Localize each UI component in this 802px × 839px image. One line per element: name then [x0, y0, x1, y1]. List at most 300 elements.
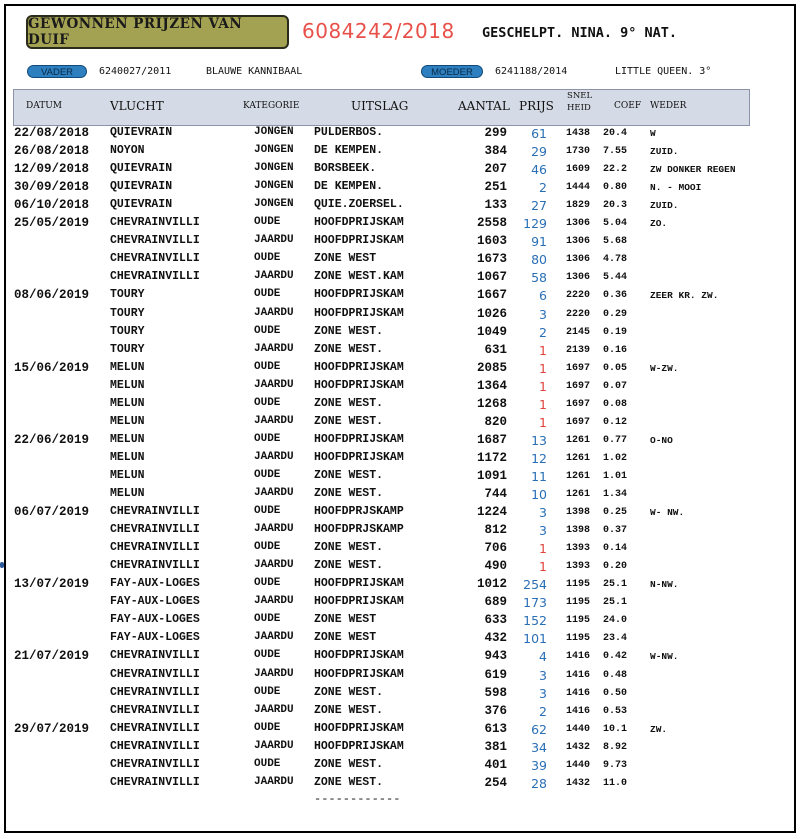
row-speed: 1697	[566, 416, 591, 428]
row-count: 689	[484, 595, 507, 610]
row-count: 133	[484, 198, 507, 213]
row-count: 2085	[476, 360, 507, 375]
row-coef: 0.19	[603, 326, 628, 338]
row-speed: 1306	[566, 272, 591, 284]
row-flight: CHEVRAINVILLI	[110, 541, 200, 555]
row-count: 1012	[476, 577, 507, 592]
row-weather: ZO.	[650, 218, 668, 230]
row-flight: CHEVRAINVILLI	[110, 559, 200, 573]
row-category: JAARDU	[254, 703, 294, 716]
row-prize: 3	[539, 667, 547, 683]
row-prize: 3	[539, 505, 547, 521]
row-prize: 254	[523, 577, 547, 593]
row-result: ZONE WEST.	[314, 396, 384, 410]
row-category: JAARDU	[254, 306, 294, 319]
row-prize: 27	[531, 198, 547, 214]
row-flight: CHEVRAINVILLI	[110, 523, 200, 537]
row-prize: 3	[539, 685, 547, 701]
row-count: 1673	[476, 252, 507, 267]
row-flight: MELUN	[110, 450, 145, 464]
row-result: PULDERBOS.	[314, 126, 384, 139]
row-speed: 1432	[566, 741, 591, 753]
row-count: 1603	[476, 234, 507, 249]
row-prize: 6	[539, 288, 547, 304]
row-prize: 4	[539, 649, 547, 665]
row-coef: 0.20	[603, 561, 628, 573]
row-flight: MELUN	[110, 468, 145, 482]
row-coef: 0.12	[603, 416, 628, 428]
row-category: JONGEN	[254, 126, 294, 138]
row-result: ZONE WEST.	[314, 757, 384, 771]
row-flight: CHEVRAINVILLI	[110, 216, 200, 230]
row-speed: 1306	[566, 254, 591, 266]
row-count: 1172	[476, 450, 507, 465]
row-count: 1067	[476, 270, 507, 285]
row-weather: ZEER KR. ZW.	[650, 290, 719, 302]
col-vlucht: VLUCHT	[110, 99, 164, 113]
row-date: 30/09/2018	[14, 180, 90, 195]
col-snelheid-line1: SNEL	[567, 91, 593, 101]
margin-mark	[0, 562, 4, 568]
row-count: 613	[484, 721, 507, 736]
row-flight: CHEVRAINVILLI	[110, 649, 200, 663]
row-prize: 61	[531, 126, 547, 141]
row-coef: 22.2	[603, 164, 628, 176]
row-prize: 173	[523, 595, 547, 611]
row-flight: QUIEVRAIN	[110, 162, 173, 176]
row-flight: CHEVRAINVILLI	[110, 252, 200, 266]
row-speed: 1195	[566, 597, 591, 609]
row-speed: 2220	[566, 308, 591, 320]
row-flight: MELUN	[110, 432, 145, 446]
moeder-ring: 6241188/2014	[495, 66, 568, 77]
row-category: OUDE	[254, 396, 281, 409]
row-coef: 1.34	[603, 489, 628, 500]
row-speed: 1306	[566, 218, 591, 230]
footer-rule: ------------	[314, 792, 401, 806]
col-aantal: AANTAL	[458, 99, 510, 113]
row-prize: 1	[539, 378, 547, 394]
row-category: OUDE	[254, 721, 281, 734]
row-coef: 23.4	[603, 633, 628, 645]
row-result: HOOFDPRIJSKAM	[314, 739, 404, 753]
row-speed: 1432	[566, 777, 591, 789]
row-flight: CHEVRAINVILLI	[110, 685, 200, 699]
row-date: 06/10/2018	[14, 198, 90, 213]
row-category: OUDE	[254, 324, 281, 337]
row-coef: 0.80	[603, 182, 628, 194]
col-datum: DATUM	[26, 101, 63, 111]
row-speed: 1261	[566, 470, 591, 482]
row-category: JAARDU	[254, 559, 294, 572]
row-count: 1026	[476, 306, 507, 321]
row-coef: 1.01	[603, 470, 628, 482]
row-category: OUDE	[254, 360, 281, 373]
row-prize: 46	[531, 162, 547, 178]
row-speed: 1195	[566, 615, 591, 627]
row-category: OUDE	[254, 577, 281, 590]
row-date: 21/07/2019	[14, 649, 90, 664]
row-speed: 1438	[566, 128, 591, 139]
row-weather: W-NW.	[650, 651, 679, 663]
row-coef: 20.4	[603, 128, 628, 139]
row-speed: 1306	[566, 236, 591, 248]
row-flight: QUIEVRAIN	[110, 126, 173, 139]
row-category: JONGEN	[254, 162, 294, 175]
row-speed: 1440	[566, 759, 591, 771]
row-result: HOOFDPRIJSKAM	[314, 649, 404, 663]
vader-name: BLAUWE KANNIBAAL	[206, 66, 303, 77]
row-category: JAARDU	[254, 631, 294, 644]
row-coef: 0.25	[603, 507, 628, 519]
row-prize: 80	[531, 252, 547, 268]
row-speed: 1697	[566, 398, 591, 410]
row-flight: CHEVRAINVILLI	[110, 270, 200, 284]
pigeon-description: GESCHELPT. NINA. 9° NAT.	[482, 25, 678, 41]
row-flight: TOURY	[110, 324, 145, 338]
row-count: 254	[484, 775, 507, 790]
row-flight: FAY-AUX-LOGES	[110, 595, 200, 609]
row-coef: 5.68	[603, 236, 628, 248]
row-flight: MELUN	[110, 487, 145, 500]
row-flight: CHEVRAINVILLI	[110, 739, 200, 753]
row-speed: 1444	[566, 182, 591, 194]
row-result: BORSBEEK.	[314, 162, 377, 176]
row-speed: 1261	[566, 489, 591, 500]
row-speed: 2145	[566, 326, 591, 338]
row-category: OUDE	[254, 468, 281, 481]
row-prize: 1	[539, 414, 547, 430]
row-flight: MELUN	[110, 378, 145, 392]
row-prize: 11	[531, 468, 547, 484]
row-result: ZONE WEST.	[314, 414, 384, 428]
row-coef: 24.0	[603, 615, 628, 627]
row-prize: 3	[539, 523, 547, 539]
row-coef: 0.14	[603, 543, 628, 555]
row-coef: 0.07	[603, 380, 628, 392]
row-category: OUDE	[254, 252, 281, 265]
vader-ring: 6240027/2011	[99, 66, 172, 77]
row-count: 1091	[476, 468, 507, 483]
row-coef: 0.42	[603, 651, 628, 663]
row-category: JAARDU	[254, 270, 294, 283]
row-speed: 1261	[566, 452, 591, 464]
row-weather: ZUID.	[650, 200, 679, 212]
row-prize: 1	[539, 559, 547, 575]
row-result: HOOFDPRJSKAMP	[314, 505, 404, 519]
row-coef: 0.36	[603, 290, 628, 302]
row-weather: ZUID.	[650, 146, 679, 158]
row-flight: TOURY	[110, 342, 145, 356]
row-flight: CHEVRAINVILLI	[110, 703, 200, 717]
row-result: DE KEMPEN.	[314, 144, 384, 158]
row-count: 207	[484, 162, 507, 177]
row-speed: 1195	[566, 633, 591, 645]
row-coef: 0.05	[603, 362, 628, 374]
row-category: JAARDU	[254, 234, 294, 247]
row-prize: 1	[539, 396, 547, 412]
row-count: 401	[484, 757, 507, 772]
row-result: HOOFDPRIJSKAM	[314, 432, 404, 446]
row-speed: 1440	[566, 723, 591, 735]
row-result: HOOFDPRIJSKAM	[314, 378, 404, 392]
row-coef: 5.44	[603, 272, 628, 284]
row-prize: 1	[539, 342, 547, 358]
row-speed: 1195	[566, 579, 591, 591]
row-count: 631	[484, 342, 507, 357]
row-date: 13/07/2019	[14, 577, 90, 592]
row-category: JONGEN	[254, 180, 294, 193]
row-result: DE KEMPEN.	[314, 180, 384, 194]
col-weder: WEDER	[650, 101, 687, 111]
row-weather: W-ZW.	[650, 362, 679, 374]
row-weather: W- NW.	[650, 507, 685, 519]
row-result: ZONE WEST.	[314, 559, 384, 573]
row-speed: 2139	[566, 344, 591, 356]
row-weather: N-NW.	[650, 579, 679, 591]
row-speed: 1609	[566, 164, 591, 176]
row-speed: 1416	[566, 705, 591, 717]
row-count: 1667	[476, 288, 507, 303]
row-count: 598	[484, 685, 507, 700]
row-prize: 29	[531, 144, 547, 160]
row-count: 1049	[476, 324, 507, 339]
row-result: HOOFDPRIJSKAM	[314, 595, 404, 609]
row-count: 706	[484, 541, 507, 556]
row-count: 299	[484, 126, 507, 140]
row-count: 943	[484, 649, 507, 664]
row-count: 1224	[476, 505, 507, 520]
row-date: 25/05/2019	[14, 216, 90, 231]
row-prize: 10	[531, 487, 547, 502]
row-coef: 20.3	[603, 200, 628, 212]
row-result: HOOFDPRIJSKAM	[314, 667, 404, 681]
row-coef: 10.1	[603, 723, 628, 735]
row-category: OUDE	[254, 541, 281, 554]
row-result: ZONE WEST.	[314, 487, 384, 500]
row-coef: 0.53	[603, 705, 628, 717]
row-count: 1687	[476, 432, 507, 447]
row-date: 06/07/2019	[14, 505, 90, 520]
row-coef: 25.1	[603, 579, 628, 591]
row-count: 381	[484, 739, 507, 754]
row-count: 384	[484, 144, 507, 159]
col-prijs: PRIJS	[519, 99, 554, 113]
row-coef: 25.1	[603, 597, 628, 609]
row-flight: TOURY	[110, 306, 145, 320]
row-prize: 28	[531, 775, 547, 791]
row-flight: FAY-AUX-LOGES	[110, 613, 200, 627]
row-speed: 1393	[566, 561, 591, 573]
row-flight: MELUN	[110, 414, 145, 428]
row-coef: 11.0	[603, 777, 628, 789]
row-prize: 62	[531, 721, 547, 737]
row-coef: 1.02	[603, 452, 628, 464]
col-coef: COEF	[614, 101, 642, 111]
row-count: 1268	[476, 396, 507, 411]
row-speed: 1398	[566, 507, 591, 519]
row-coef: 0.16	[603, 344, 628, 356]
row-category: OUDE	[254, 288, 281, 301]
row-prize: 1	[539, 541, 547, 557]
row-weather: N. - MOOI	[650, 182, 702, 194]
row-prize: 12	[531, 450, 547, 466]
row-count: 812	[484, 523, 507, 538]
row-result: HOOFDPRIJSKAM	[314, 450, 404, 464]
row-prize: 2	[539, 703, 547, 719]
row-date: 22/06/2019	[14, 432, 90, 447]
row-result: ZONE WEST.	[314, 468, 384, 482]
row-speed: 1261	[566, 434, 591, 446]
row-weather: O-NO	[650, 434, 673, 446]
page-title: GEWONNEN PRIJZEN VAN DUIF	[26, 15, 289, 49]
row-category: JAARDU	[254, 775, 294, 788]
row-coef: 5.04	[603, 218, 628, 230]
moeder-badge: MOEDER	[421, 65, 483, 78]
row-count: 376	[484, 703, 507, 718]
row-coef: 0.48	[603, 669, 628, 681]
row-result: HOOFDPRIJSKAM	[314, 216, 404, 230]
row-result: ZONE WEST.	[314, 342, 384, 356]
row-category: OUDE	[254, 505, 281, 518]
row-flight: CHEVRAINVILLI	[110, 775, 200, 789]
row-prize: 1	[539, 360, 547, 376]
row-count: 1364	[476, 378, 507, 393]
row-flight: CHEVRAINVILLI	[110, 234, 200, 248]
row-date: 29/07/2019	[14, 721, 90, 736]
row-date: 26/08/2018	[14, 144, 90, 159]
row-prize: 101	[523, 631, 547, 647]
row-date: 12/09/2018	[14, 162, 90, 177]
row-result: ZONE WEST	[314, 613, 377, 627]
row-weather: W	[650, 128, 656, 139]
row-prize: 129	[523, 216, 547, 232]
row-category: JAARDU	[254, 487, 294, 499]
row-flight: CHEVRAINVILLI	[110, 505, 200, 519]
row-prize: 34	[531, 739, 547, 755]
row-result: ZONE WEST.	[314, 541, 384, 555]
row-weather: ZW.	[650, 723, 668, 735]
row-result: HOOFDPRIJSKAM	[314, 288, 404, 302]
row-speed: 1829	[566, 200, 591, 212]
row-flight: QUIEVRAIN	[110, 198, 173, 212]
row-date: 08/06/2019	[14, 288, 90, 303]
row-flight: CHEVRAINVILLI	[110, 667, 200, 681]
row-result: QUIE.ZOERSEL.	[314, 198, 404, 212]
row-category: OUDE	[254, 649, 281, 662]
row-coef: 0.37	[603, 525, 628, 537]
col-snelheid-line2: HEID	[567, 103, 591, 113]
row-date: 22/08/2018	[14, 126, 90, 140]
row-speed: 1697	[566, 380, 591, 392]
row-prize: 91	[531, 234, 547, 250]
row-category: JONGEN	[254, 144, 294, 157]
row-prize: 39	[531, 757, 547, 773]
row-flight: CHEVRAINVILLI	[110, 721, 200, 735]
col-uitslag: UITSLAG	[351, 99, 409, 113]
row-coef: 9.73	[603, 759, 628, 771]
row-category: JAARDU	[254, 667, 294, 680]
row-result: ZONE WEST.	[314, 775, 384, 789]
row-weather: ZW DONKER REGEN	[650, 164, 736, 176]
moeder-name: LITTLE QUEEN. 3°	[615, 66, 712, 77]
vader-badge: VADER	[27, 65, 87, 78]
row-category: OUDE	[254, 216, 281, 229]
row-result: HOOFDPRJSKAMP	[314, 523, 404, 537]
row-speed: 1393	[566, 543, 591, 555]
row-category: JAARDU	[254, 595, 294, 608]
row-flight: QUIEVRAIN	[110, 180, 173, 194]
row-date: 15/06/2019	[14, 360, 90, 375]
row-category: JAARDU	[254, 378, 294, 391]
row-flight: MELUN	[110, 360, 145, 374]
row-category: OUDE	[254, 432, 281, 445]
row-prize: 152	[523, 613, 547, 629]
row-result: ZONE WEST.	[314, 324, 384, 338]
row-result: HOOFDPRIJSKAM	[314, 306, 404, 320]
row-category: JAARDU	[254, 523, 294, 536]
row-category: JAARDU	[254, 342, 294, 355]
pigeon-ring-number: 6084242/2018	[302, 19, 455, 43]
row-category: JAARDU	[254, 739, 294, 752]
row-prize: 3	[539, 306, 547, 322]
row-speed: 1416	[566, 651, 591, 663]
row-coef: 0.77	[603, 434, 628, 446]
row-result: ZONE WEST	[314, 631, 377, 645]
row-prize: 2	[539, 180, 547, 196]
row-result: HOOFDPRIJSKAM	[314, 721, 404, 735]
row-result: ZONE WEST.	[314, 685, 384, 699]
row-count: 432	[484, 631, 507, 646]
row-count: 2558	[476, 216, 507, 231]
row-speed: 1416	[566, 669, 591, 681]
row-count: 490	[484, 559, 507, 574]
row-flight: FAY-AUX-LOGES	[110, 631, 200, 645]
row-category: OUDE	[254, 757, 281, 770]
row-coef: 4.78	[603, 254, 628, 266]
row-coef: 7.55	[603, 146, 628, 158]
row-prize: 58	[531, 270, 547, 286]
col-kategorie: KATEGORIE	[243, 101, 300, 111]
row-count: 251	[484, 180, 507, 195]
row-speed: 1398	[566, 525, 591, 537]
row-flight: CHEVRAINVILLI	[110, 757, 200, 771]
row-speed: 1697	[566, 362, 591, 374]
row-result: HOOFDPRIJSKAM	[314, 577, 404, 591]
row-result: HOOFDPRIJSKAM	[314, 360, 404, 374]
row-count: 633	[484, 613, 507, 628]
row-coef: 0.50	[603, 687, 628, 699]
row-count: 619	[484, 667, 507, 682]
row-category: OUDE	[254, 613, 281, 626]
row-coef: 0.29	[603, 308, 628, 320]
row-flight: FAY-AUX-LOGES	[110, 577, 200, 591]
row-category: JAARDU	[254, 450, 294, 463]
row-flight: TOURY	[110, 288, 145, 302]
row-count: 820	[484, 414, 507, 429]
row-result: ZONE WEST.	[314, 703, 384, 717]
row-category: JONGEN	[254, 198, 294, 211]
row-category: OUDE	[254, 685, 281, 698]
row-category: JAARDU	[254, 414, 294, 427]
row-flight: NOYON	[110, 144, 145, 158]
row-result: ZONE WEST.KAM	[314, 270, 404, 284]
row-prize: 13	[531, 432, 547, 448]
row-coef: 8.92	[603, 741, 628, 753]
row-speed: 1730	[566, 146, 591, 158]
row-result: HOOFDPRIJSKAM	[314, 234, 404, 248]
row-speed: 1416	[566, 687, 591, 699]
